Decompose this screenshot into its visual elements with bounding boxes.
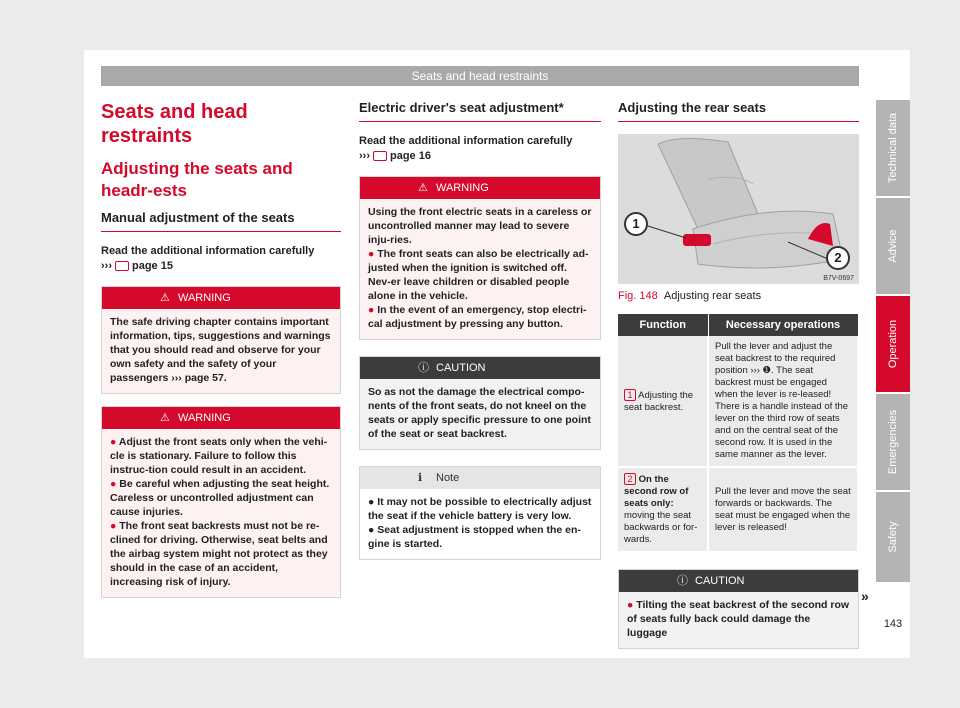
warning-lead: Using the front electric seats in a careless or uncontrolled manner may lead to severe inju-ries. <box>368 206 592 246</box>
callout-1: 1 <box>624 212 648 236</box>
callout-2: 2 <box>826 246 850 270</box>
continue-arrow: » <box>861 588 869 604</box>
book-icon <box>373 151 387 161</box>
page-ref-link[interactable]: page 16 <box>390 150 431 162</box>
caution-text: Tilting the seat backrest of the second row of seats fully back could damage the luggage <box>627 599 850 639</box>
note-item: ● It may not be possible to electrically adjust the seat if the vehicle battery is very low. <box>368 496 592 522</box>
tab-emergencies[interactable]: Emergencies <box>876 394 910 490</box>
warning-box: ⚠ WARNING ● Adjust the front seats only when the vehi-cle is stationary. Failure to follow this instruc-tion could result in an accident. ● Be careful when adjusting the seat height. Careless or uncontrolled adjustment can cause injuries. ● The front seat backrests must not be re-clined for driving. Otherwise, seat belts and the airbag system might not protect as they should in the case of an accident, increasing risk of injury. <box>101 406 341 598</box>
note-item: ● Seat adjustment is stopped when the en-gine is started. <box>368 524 581 550</box>
column-2 <box>359 100 601 560</box>
page-ref-link[interactable]: page 15 <box>132 260 173 272</box>
operations-table <box>618 314 859 553</box>
section-title: Electric driver's seat adjustment* <box>359 100 601 122</box>
rear-seat-illustration <box>618 134 859 284</box>
warning-item: ● In the event of an emergency, stop electri-cal adjustment by pressing any button. <box>368 304 587 330</box>
section-title: Manual adjustment of the seats <box>101 210 341 232</box>
warning-item: ● Adjust the front seats only when the vehi-cle is stationary. Failure to follow this instruc-tion could result in an accident. <box>110 436 328 476</box>
column-1 <box>101 100 341 598</box>
caution-box: ⓘ CAUTION So as not the damage the electrical compo-nents of the front seats, do not kneel on the seats or apply specific pressure to one point of the seat or seat backrest. <box>359 356 601 450</box>
warning-item: ● Be careful when adjusting the seat height. Careless or uncontrolled adjustment can cause injuries. <box>110 478 330 518</box>
caution-box: ⓘ CAUTION ● Tilting the seat backrest of the second row of seats fully back could damage the luggage <box>618 569 859 649</box>
column-3 <box>618 100 859 649</box>
table-header: Function <box>618 314 708 336</box>
svg-text:B7V-0697: B7V-0697 <box>823 275 854 282</box>
tab-advice[interactable]: Advice <box>876 198 910 294</box>
tab-technical-data[interactable]: Technical data <box>876 100 910 196</box>
warning-text: The safe driving chapter contains important information, tips, suggestions and warnings that you should read and observe for your own safety and the safety of your passengers ››› page 57. <box>102 309 340 393</box>
caution-icon: ⓘ <box>418 362 429 374</box>
table-header: Necessary operations <box>708 314 858 336</box>
subchapter-title: Adjusting the seats and headr-ests <box>101 159 293 200</box>
warning-icon: ⚠ <box>418 182 428 194</box>
tab-operation[interactable]: Operation <box>876 296 910 392</box>
table-row: 1 Adjusting the seat backrest. Pull the lever and adjust the seat backrest to the required position ››› ❶. The seat backrest must be engaged when the lever is re-leased! There is a handle instead of the lever on the third row of seats and on the central seat of the second row. It is used in the same manner as the lever. <box>618 336 858 467</box>
warning-box: ⚠ WARNING The safe driving chapter contains important information, tips, suggestions and warnings that you should read and observe for your own safety and the safety of your passengers ››› page 57. <box>101 286 341 394</box>
warning-icon: ⚠ <box>160 412 170 424</box>
caution-icon: ⓘ <box>677 575 688 587</box>
tab-safety[interactable]: Safety <box>876 492 910 582</box>
note-box: ℹ Note ● It may not be possible to electrically adjust the seat if the vehicle battery is very low. ● Seat adjustment is stopped when the en-gine is started. <box>359 466 601 560</box>
warning-icon: ⚠ <box>160 292 170 304</box>
warning-item: ● The front seats can also be electrically ad-justed when the ignition is switched off. Nev-er leave children or disabled people alone in the vehicle. <box>368 248 589 302</box>
table-row: 2 On the second row of seats only: moving the seat backwards or for-wards. Pull the lever and move the seat forwards or backwards. The seat must be engaged when the lever is released! <box>618 467 858 552</box>
figure-caption: Fig. 148 Adjusting rear seats <box>618 290 762 302</box>
section-title: Adjusting the rear seats <box>618 100 859 122</box>
intro-text: Read the additional information carefully ››› page 16 <box>359 135 573 162</box>
chapter-title: Seats and head restraints <box>101 101 248 147</box>
warning-item: ● The front seat backrests must not be re-clined for driving. Otherwise, seat belts and the airbag system might not protect as they should in the case of an accident, increasing risk of injury. <box>110 520 328 588</box>
seat-figure <box>618 134 859 284</box>
warning-box: ⚠ WARNING Using the front electric seats in a careless or uncontrolled manner may lead to severe inju-ries. ● The front seats can also be electrically ad-justed when the ignition is switched off. Nev-er leave children or disabled people alone in the vehicle. ● In the event of an emergency, stop electri-cal adjustment by pressing any button. <box>359 176 601 340</box>
book-icon <box>115 261 129 271</box>
running-header: Seats and head restraints <box>101 66 859 86</box>
caution-text: So as not the damage the electrical compo-nents of the front seats, do not kneel on the seats or apply specific pressure to one point of the seat or seat backrest. <box>360 379 600 449</box>
page-number: 143 <box>883 618 903 630</box>
intro-text: Read the additional information carefully ››› page 15 <box>101 245 315 272</box>
note-icon: ℹ <box>418 472 423 484</box>
